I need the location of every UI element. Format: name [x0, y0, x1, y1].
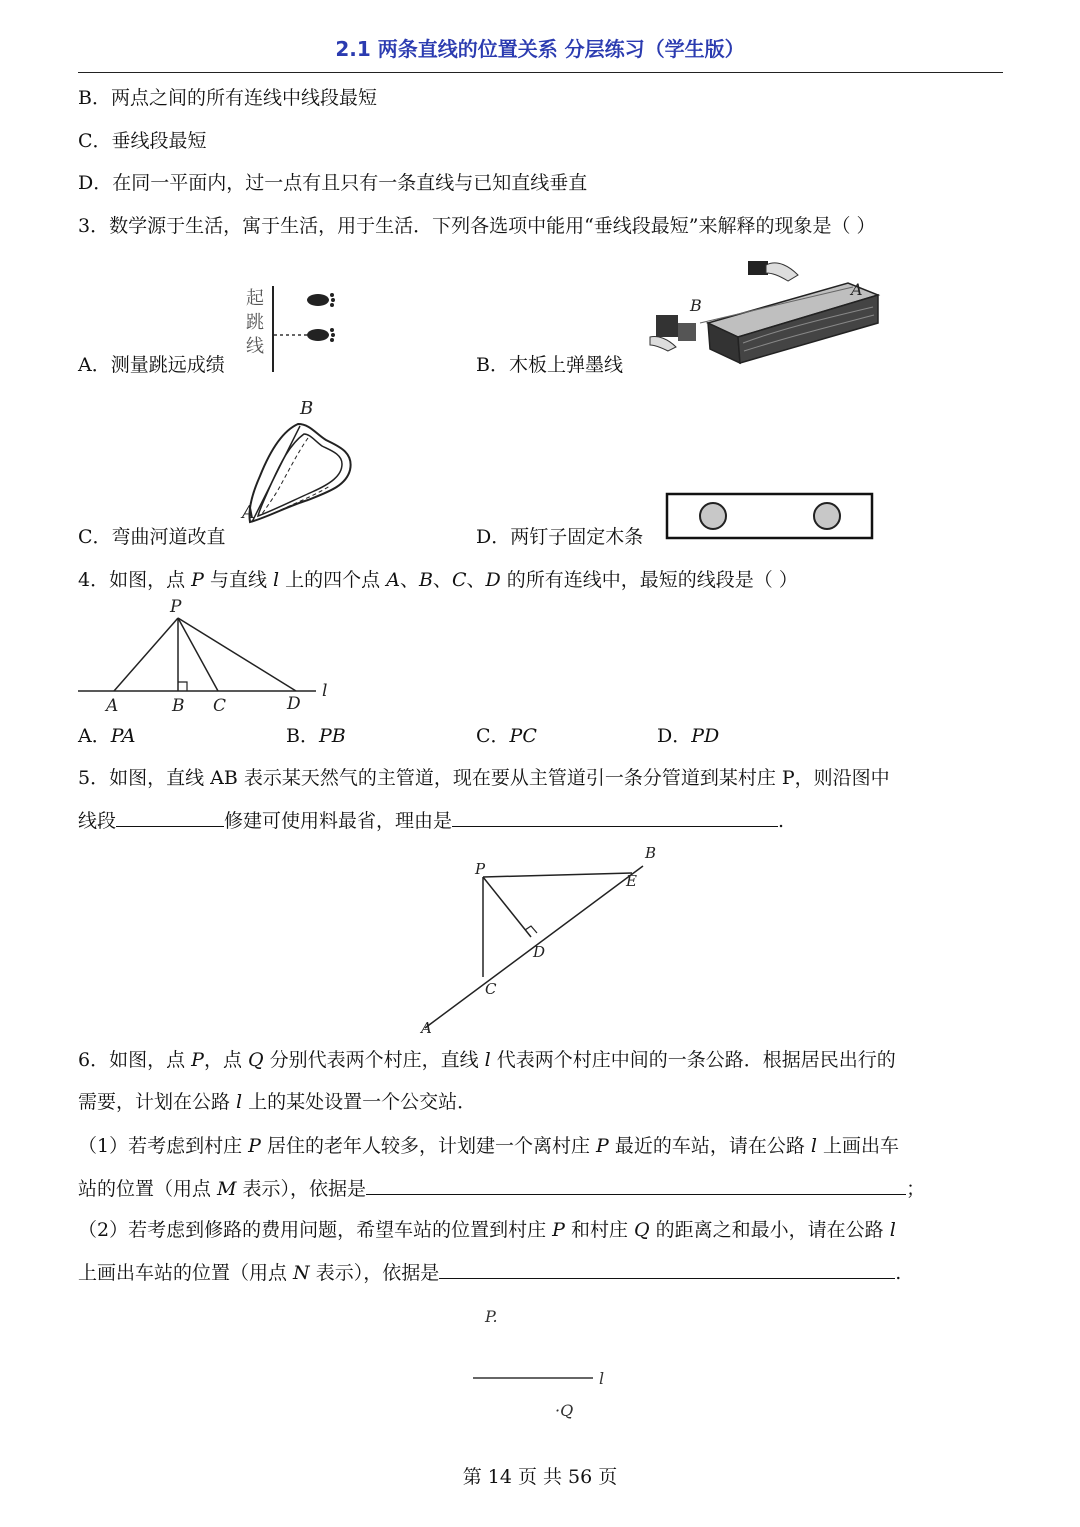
q3-option-c: C．弯曲河道改直 [78, 526, 226, 548]
nail-icon [814, 503, 840, 529]
q6-stem-line1: 6．如图，点 P，点 Q 分别代表两个村庄，直线 l 代表两个村庄中间的一条公路．根据居民出行的 [78, 1049, 896, 1071]
q2-option-b: B．两点之间的所有连线中线段最短 [78, 87, 377, 109]
q6-part1-blank [366, 1176, 906, 1195]
q4-label-d: D [287, 694, 301, 714]
q3-figure-two-nails [665, 492, 875, 542]
q4-label-c: C [213, 696, 227, 716]
q6-part1-line2: 站的位置（用点 M 表示），依据是 ； [78, 1178, 926, 1200]
nail-icon [700, 503, 726, 529]
header-divider [78, 72, 1003, 73]
q5-blank-segment [116, 808, 224, 827]
q4-label-p: P [170, 597, 182, 617]
q4-label-b: B [172, 696, 185, 716]
q3-fig-a-label-1: 起 [246, 288, 264, 309]
q3-fig-b-label-a: A [851, 280, 863, 299]
q4-option-d: D．PD [657, 725, 720, 747]
q6-label-p: P. [485, 1307, 498, 1326]
q6-stem-line2: 需要，计划在公路 l 上的某处设置一个公交站． [78, 1091, 477, 1113]
q5-label-d: D [533, 943, 546, 961]
q5-blank-reason [452, 808, 778, 827]
q4-label-l: l [322, 681, 328, 701]
q4-option-b: B．PB [286, 725, 346, 747]
q3-option-b: B．木板上弹墨线 [476, 354, 623, 376]
q3-figure-ink-line-board [648, 255, 883, 370]
footprint-icon [307, 293, 335, 342]
q3-fig-c-label-b: B [300, 398, 314, 419]
q3-stem: 3．数学源于生活，寓于生活，用于生活．下列各选项中能用“垂线段最短”来解释的现象是（ ） [78, 215, 876, 237]
q3-fig-b-label-b: B [690, 296, 702, 315]
q3-fig-c-label-a: A [242, 502, 255, 523]
q5-label-a: A [421, 1019, 432, 1037]
q5-label-b: B [645, 844, 657, 862]
q2-option-c: C．垂线段最短 [78, 130, 207, 152]
q6-part2-line2: 上画出车站的位置（用点 N 表示），依据是 . [78, 1262, 902, 1284]
q3-figure-curved-river [238, 394, 358, 544]
q5-label-e: E [626, 872, 637, 890]
page-header-title: 2.1 两条直线的位置关系 分层练习（学生版） [335, 37, 745, 61]
q4-stem: 4．如图，点 P 与直线 l 上的四个点 A、B、C、D 的所有连线中，最短的线段是（ ） [78, 569, 798, 591]
q6-label-l: l [599, 1369, 605, 1388]
q3-fig-a-label-3: 线 [246, 336, 264, 357]
q6-figure [465, 1300, 625, 1430]
q5-figure [415, 842, 665, 1037]
q3-figure-long-jump [240, 282, 360, 374]
q5-label-c: C [485, 980, 497, 998]
q5-stem-line2: 线段 修建可使用料最省，理由是 . [78, 810, 785, 832]
q4-figure [76, 596, 346, 718]
q6-part2-line1: （2）若考虑到修路的费用问题，希望车站的位置到村庄 P 和村庄 Q 的距离之和最小，请在公路 l [78, 1219, 896, 1241]
q3-option-a: A．测量跳远成绩 [78, 354, 225, 376]
q5-label-p: P [475, 860, 486, 878]
q2-option-d: D．在同一平面内，过一点有且只有一条直线与已知直线垂直 [78, 172, 588, 194]
q5-stem-line1: 5．如图，直线 AB 表示某天然气的主管道，现在要从主管道引一条分管道到某村庄 P，则沿图中 [78, 767, 890, 789]
q6-part2-blank [439, 1260, 895, 1279]
q4-option-c: C．PC [476, 725, 537, 747]
q6-part1-line1: （1）若考虑到村庄 P 居住的老年人较多，计划建一个离村庄 P 最近的车站，请在公路 l 上画出车 [78, 1135, 900, 1157]
q4-option-a: A．PA [78, 725, 136, 747]
q3-option-d: D．两钉子固定木条 [476, 526, 644, 548]
q6-label-q: ·Q [555, 1401, 574, 1420]
q4-label-a: A [106, 696, 119, 716]
page-footer: 第 14 页 共 56 页 [462, 1466, 618, 1488]
q3-fig-a-label-2: 跳 [246, 312, 264, 333]
